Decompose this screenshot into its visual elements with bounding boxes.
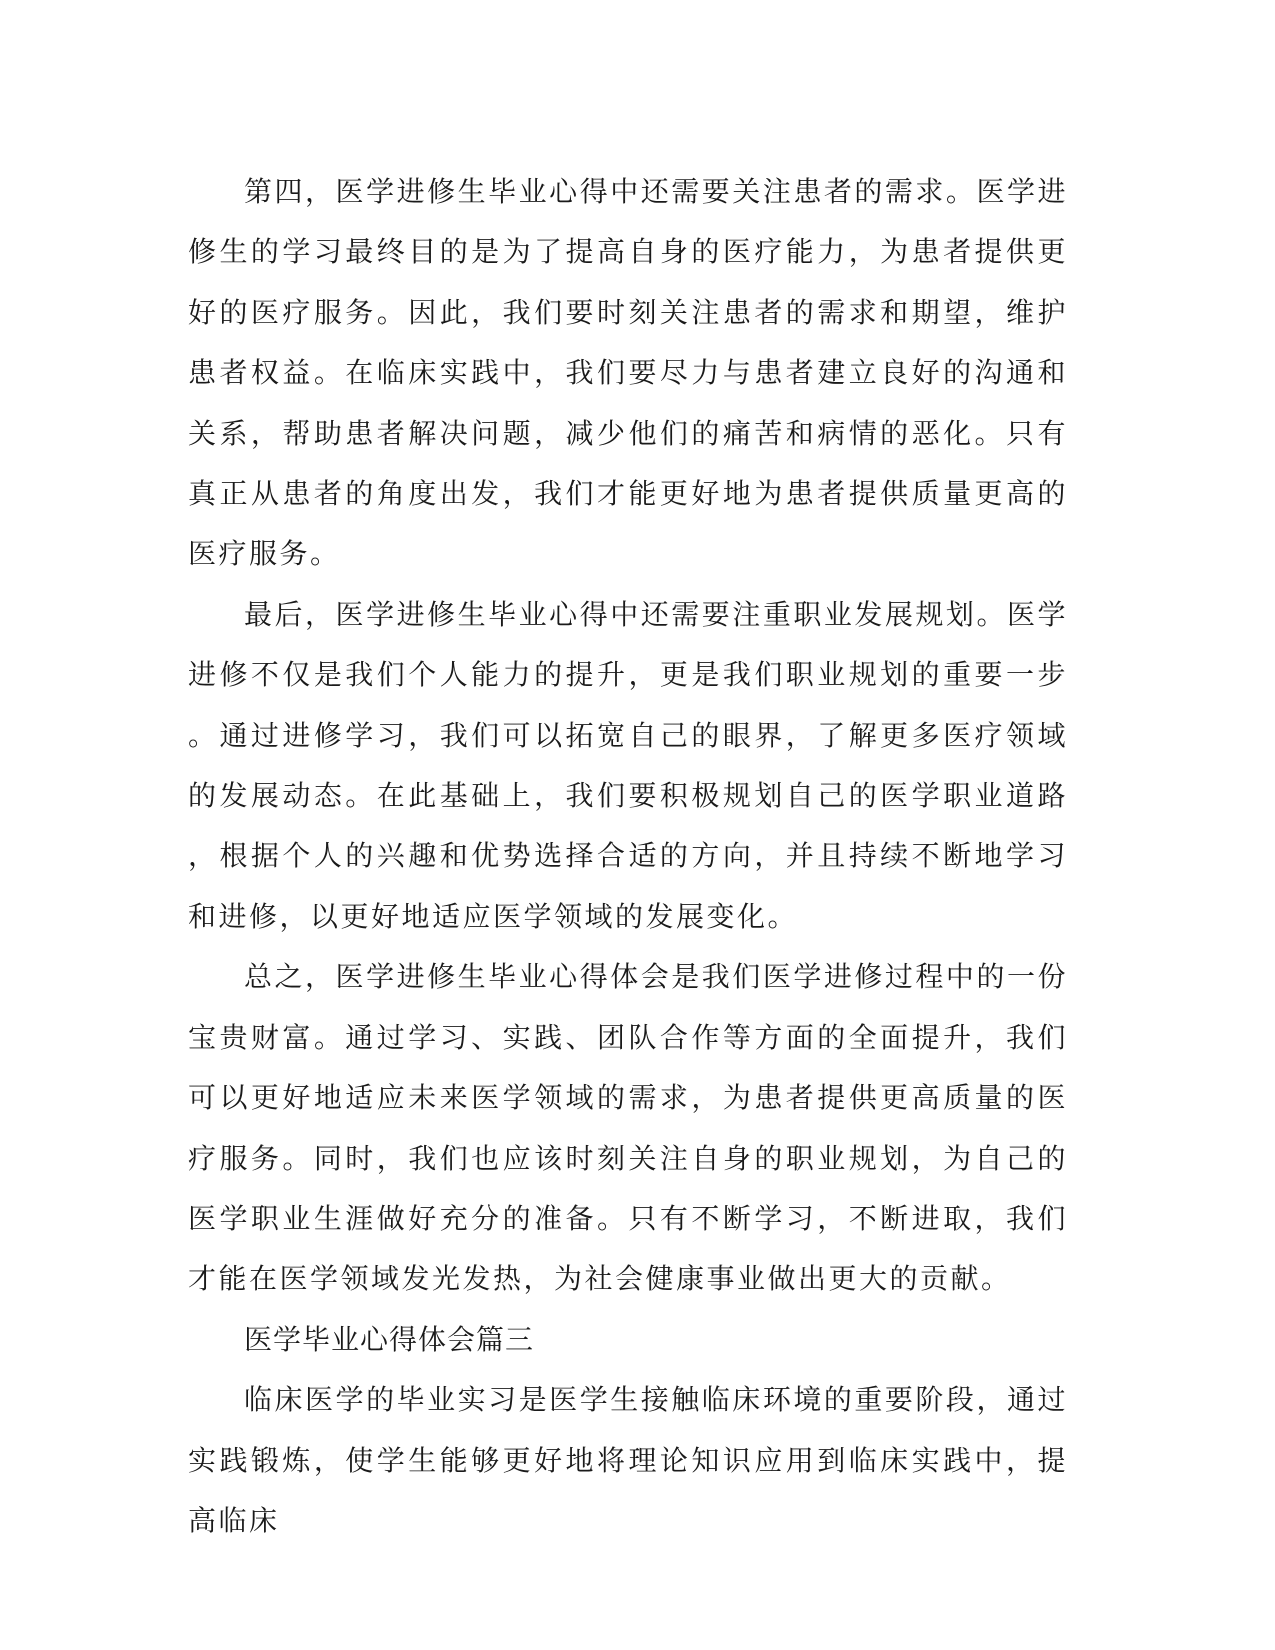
document-body	[188, 162, 1068, 1551]
section-heading: 医学毕业心得体会篇三	[244, 1322, 535, 1356]
paragraph-career-planning: 最后，医学进修生毕业心得中还需要注重职业发展规划。医学进修不仅是我们个人能力的提升，更是我们职业规划的重要一步。通过进修学习，我们可以拓宽自己的眼界，了解更多医疗领域的发展动态。在此基础上，我们要积极规划自己的医学职业道路，根据个人的兴趣和优势选择合适的方向，并且持续不断地学习和进修，以更好地适应医学领域的发展变化。	[188, 597, 1068, 933]
paragraph-clinical-internship: 临床医学的毕业实习是医学生接触临床环境的重要阶段，通过实践锻炼，使学生能够更好地将理论知识应用到临床实践中，提高临床	[188, 1383, 1068, 1537]
paragraph-patient-needs: 第四，医学进修生毕业心得中还需要关注患者的需求。医学进修生的学习最终目的是为了提高自身的医疗能力，为患者提供更好的医疗服务。因此，我们要时刻关注患者的需求和期望，维护患者权益。在临床实践中，我们要尽力与患者建立良好的沟通和关系，帮助患者解决问题，减少他们的痛苦和病情的恶化。只有真正从患者的角度出发，我们才能更好地为患者提供质量更高的医疗服务。	[188, 175, 1068, 571]
paragraph-conclusion: 总之，医学进修生毕业心得体会是我们医学进修过程中的一份宝贵财富。通过学习、实践、团队合作等方面的全面提升，我们可以更好地适应未来医学领域的需求，为患者提供更高质量的医疗服务。同时，我们也应该时刻关注自身的职业规划，为自己的医学职业生涯做好充分的准备。只有不断学习，不断进取，我们才能在医学领域发光发热，为社会健康事业做出更大的贡献。	[188, 960, 1068, 1296]
